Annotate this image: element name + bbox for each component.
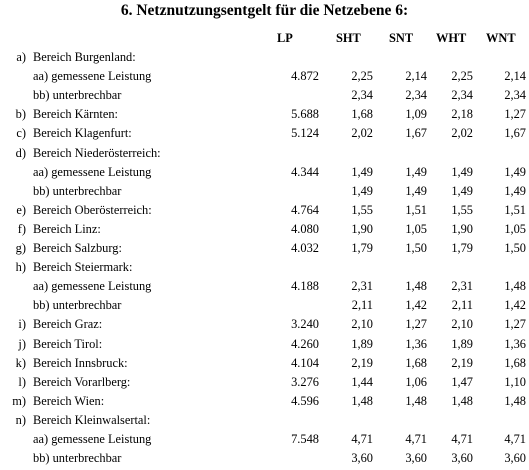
table-row [0,413,529,432]
cell-wht: 1,49 [451,164,473,179]
cell-wnt: 2,14 [504,69,526,84]
cell-wnt: 1,51 [504,202,526,217]
row-label: bb) unterbrechbar [33,183,122,198]
row-letter: l) [18,374,26,389]
row-label: Bereich Salzburg: [33,241,122,255]
cell-snt: 1,49 [405,164,427,179]
cell-lp: 4.188 [291,279,319,294]
row-letter: m) [12,393,26,408]
cell-sht: 3,60 [351,451,373,466]
cell-wht: 2,34 [451,88,473,103]
row-label: Bereich Klagenfurt: [33,126,132,141]
row-label: Bereich Graz: [33,317,103,332]
row-letter: g) [15,241,26,255]
table-row [0,184,529,203]
cell-sht: 1,49 [351,164,373,179]
cell-sht: 2,25 [351,69,373,84]
cell-lp: 4.032 [291,241,319,255]
cell-sht: 2,34 [351,88,373,103]
column-header-lp: LP [277,31,293,45]
cell-lp: 4.596 [291,393,319,408]
row-letter: i) [18,317,26,332]
cell-wht: 2,31 [451,279,473,294]
cell-sht: 1,48 [351,393,373,408]
cell-snt: 3,60 [405,451,427,466]
row-label: Bereich Niederösterreich: [33,145,161,160]
cell-lp: 4.080 [291,221,319,236]
cell-lp: 4.764 [291,202,319,217]
cell-sht: 1,49 [351,183,373,198]
cell-snt: 2,14 [405,69,427,84]
cell-wnt: 1,48 [504,279,526,294]
row-letter: f) [17,221,26,236]
cell-sht: 1,55 [351,202,373,217]
table-row [0,88,529,107]
row-letter: a) [16,50,26,64]
cell-snt: 1,48 [405,393,427,408]
table-row [0,317,529,336]
cell-wht: 2,25 [451,69,473,84]
row-label: Bereich Kärnten: [33,107,118,122]
cell-wnt: 1,05 [504,221,526,236]
cell-wnt: 3,60 [504,451,526,466]
column-header-sht: SHT [336,31,361,45]
row-label: aa) gemessene Leistung [33,69,152,84]
row-label: Bereich Steiermark: [33,260,133,275]
cell-wnt: 1,50 [504,241,526,255]
cell-lp: 3.240 [291,317,319,332]
cell-sht: 2,11 [351,298,373,313]
cell-wht: 1,48 [451,393,473,408]
row-label: Bereich Wien: [33,393,105,408]
row-letter: d) [15,145,26,160]
cell-wnt: 1,68 [504,355,526,370]
table-row [0,241,529,260]
table-row [0,337,529,356]
cell-wht: 4,71 [451,432,473,446]
table-row [0,146,529,165]
cell-snt: 1,67 [405,126,427,141]
cell-sht: 2,10 [351,317,373,332]
cell-sht: 1,79 [351,241,373,255]
cell-wnt: 1,49 [504,183,526,198]
row-label: Bereich Linz: [33,221,101,236]
cell-snt: 1,48 [405,279,427,294]
cell-wht: 1,49 [451,183,473,198]
table-row [0,451,529,470]
row-label: Bereich Burgenland: [33,50,136,64]
cell-sht: 1,68 [351,107,373,122]
row-letter: c) [16,126,26,141]
cell-snt: 4,71 [405,432,427,446]
column-header-wht: WHT [436,31,467,45]
column-header-wnt: WNT [486,31,516,45]
row-letter: n) [15,412,26,427]
cell-snt: 1,36 [405,336,427,351]
cell-lp: 5.688 [291,107,319,122]
table-row [0,375,529,394]
cell-wht: 2,02 [451,126,473,141]
cell-wnt: 1,42 [504,298,526,313]
cell-wnt: 1,67 [504,126,526,141]
row-letter: b) [15,107,26,122]
table-row [0,279,529,298]
cell-sht: 1,89 [351,336,373,351]
cell-sht: 2,02 [351,126,373,141]
cell-snt: 1,27 [405,317,427,332]
row-label: aa) gemessene Leistung [33,164,152,179]
cell-wht: 1,55 [451,202,473,217]
row-label: bb) unterbrechbar [33,88,122,103]
table-row [0,356,529,375]
row-label: aa) gemessene Leistung [33,279,152,294]
cell-lp: 4.344 [291,164,319,179]
cell-wnt: 1,49 [504,164,526,179]
row-label: Bereich Vorarlberg: [33,374,131,389]
cell-lp: 4.104 [291,355,319,370]
page-title: 6. Netznutzungsentgelt für die Netzebene 6: [120,2,409,19]
table-row [0,50,529,69]
cell-wnt: 1,48 [504,393,526,408]
cell-wht: 1,89 [451,336,473,351]
table-row [0,203,529,222]
cell-sht: 2,19 [351,355,373,370]
cell-wnt: 1,27 [504,107,526,122]
cell-sht: 1,44 [351,374,373,389]
cell-wnt: 1,36 [504,336,526,351]
cell-snt: 1,06 [405,374,427,389]
cell-snt: 1,68 [405,355,427,370]
row-label: Bereich Oberösterreich: [33,202,152,217]
row-letter: k) [15,355,26,370]
cell-wht: 2,18 [451,107,473,122]
cell-wht: 1,90 [451,221,473,236]
table-row [0,298,529,317]
table-row [0,260,529,279]
row-label: bb) unterbrechbar [33,451,122,466]
cell-snt: 1,50 [405,241,427,255]
table-row [0,394,529,413]
cell-wnt: 1,10 [504,374,526,389]
cell-wht: 1,79 [451,241,473,255]
cell-snt: 1,09 [405,107,427,122]
row-label: aa) gemessene Leistung [33,432,152,446]
cell-snt: 1,51 [405,202,427,217]
cell-wnt: 2,34 [504,88,526,103]
row-letter: e) [16,202,26,217]
row-label: Bereich Innsbruck: [33,355,128,370]
table-row [0,107,529,126]
table-row [0,222,529,241]
cell-sht: 2,31 [351,279,373,294]
column-header-snt: SNT [389,31,414,45]
cell-wht: 2,11 [451,298,473,313]
table-row [0,165,529,184]
row-label: bb) unterbrechbar [33,298,122,313]
row-label: Bereich Tirol: [33,336,103,351]
row-letter: h) [15,260,26,275]
cell-lp: 4.872 [291,69,319,84]
table-row [0,69,529,88]
row-label: Bereich Kleinwalsertal: [33,412,151,427]
cell-wht: 1,47 [451,374,473,389]
cell-sht: 1,90 [351,221,373,236]
cell-sht: 4,71 [351,432,373,446]
cell-wht: 3,60 [451,451,473,466]
row-letter: j) [18,336,26,351]
cell-lp: 4.260 [291,336,319,351]
cell-lp: 3.276 [291,374,319,389]
table-row [0,432,529,451]
cell-wnt: 4,71 [504,432,526,446]
cell-wht: 2,10 [451,317,473,332]
cell-wht: 2,19 [451,355,473,370]
cell-snt: 1,05 [405,221,427,236]
cell-wnt: 1,27 [504,317,526,332]
table-row [0,126,529,145]
cell-snt: 2,34 [405,88,427,103]
cell-snt: 1,49 [405,183,427,198]
cell-lp: 7.548 [291,432,319,446]
cell-lp: 5.124 [291,126,319,141]
cell-snt: 1,42 [405,298,427,313]
